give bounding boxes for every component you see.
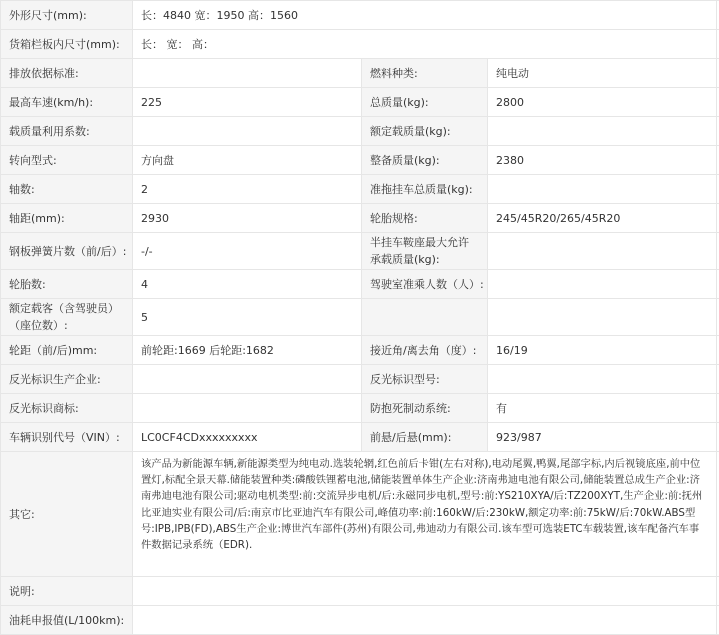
spec-value: 2	[132, 175, 361, 203]
spec-label: 驾驶室准乘人数（人）:	[361, 270, 487, 298]
spec-label: 整备质量(kg):	[361, 146, 487, 174]
spec-value: 前轮距:1669 后轮距:1682	[132, 336, 361, 364]
spec-value: 长： 宽： 高：	[132, 30, 717, 58]
spec-row-fuel-consumption	[0, 606, 719, 635]
spec-label: 燃料种类:	[361, 59, 487, 87]
spec-value	[132, 394, 361, 422]
spec-label: 前悬/后悬(mm):	[361, 423, 487, 451]
spec-label: 说明:	[0, 577, 132, 605]
spec-row-wheelbase	[0, 204, 719, 233]
spec-label: 其它:	[0, 452, 132, 576]
spec-value: 245/45R20/265/45R20	[487, 204, 717, 232]
spec-row-tire-count	[0, 270, 719, 299]
spec-label: 车辆识别代号（VIN）:	[0, 423, 132, 451]
spec-label: 载质量利用系数:	[0, 117, 132, 145]
spec-row-leaf-springs	[0, 233, 719, 270]
spec-value	[132, 606, 717, 634]
spec-value: 长：4840 宽：1950 高：1560	[132, 1, 717, 29]
spec-label: 排放依据标准:	[0, 59, 132, 87]
spec-value: 2800	[487, 88, 717, 116]
spec-row-reflective-maker	[0, 365, 719, 394]
spec-label: 轮胎数:	[0, 270, 132, 298]
spec-value: 16/19	[487, 336, 717, 364]
spec-value	[487, 117, 717, 145]
spec-value: 有	[487, 394, 717, 422]
spec-row-notes	[0, 577, 719, 606]
spec-row-other	[0, 452, 719, 577]
spec-value	[487, 175, 717, 203]
spec-label: 反光标识商标:	[0, 394, 132, 422]
spec-label: 最高车速(km/h):	[0, 88, 132, 116]
spec-label: 接近角/离去角（度）:	[361, 336, 487, 364]
spec-label: 半挂车鞍座最大允许承载质量(kg):	[361, 233, 487, 269]
spec-value: 方向盘	[132, 146, 361, 174]
spec-label: 轴距(mm):	[0, 204, 132, 232]
spec-value: 纯电动	[487, 59, 717, 87]
spec-label: 钢板弹簧片数（前/后）:	[0, 233, 132, 269]
spec-label: 防抱死制动系统:	[361, 394, 487, 422]
spec-value	[487, 299, 717, 335]
spec-value	[487, 233, 717, 269]
spec-value	[487, 270, 717, 298]
spec-value	[132, 59, 361, 87]
spec-value	[487, 365, 717, 393]
spec-row-rated-passengers	[0, 299, 719, 336]
spec-value	[132, 117, 361, 145]
spec-value	[132, 365, 361, 393]
spec-label: 反光标识型号:	[361, 365, 487, 393]
spec-value: 4	[132, 270, 361, 298]
spec-row-vin	[0, 423, 719, 452]
spec-row-emission-standard	[0, 59, 719, 88]
spec-value: -/-	[132, 233, 361, 269]
spec-row-steering	[0, 146, 719, 175]
spec-label: 转向型式:	[0, 146, 132, 174]
spec-label: 外形尺寸(mm):	[0, 1, 132, 29]
spec-value: LC0CF4CDxxxxxxxxx	[132, 423, 361, 451]
spec-label: 轮距（前/后)mm:	[0, 336, 132, 364]
spec-label: 轴数:	[0, 175, 132, 203]
spec-value: 2930	[132, 204, 361, 232]
spec-label: 额定载质量(kg):	[361, 117, 487, 145]
spec-label: 轮胎规格:	[361, 204, 487, 232]
spec-label: 额定载客（含驾驶员）（座位数）:	[0, 299, 132, 335]
spec-label: 货箱栏板内尺寸(mm):	[0, 30, 132, 58]
spec-value: 该产品为新能源车辆,新能源类型为纯电动.选装轮辋,红色前后卡钳(左右对称),电动尾翼,鸭翼,尾部字标,内后视镜底座,前中位置灯,标配全景天幕.储能装置种类:磷酸铁锂蓄电池,储能装置单体生产企业:济南弗迪电池有限公司,储能装置总成生产企业:济南弗迪电池有限公司;驱动电机类型:前:交流异步电机/后:永磁同步电机,型号:前:YS210XYA/后:TZ200XYT,生产企业:前:抚州比亚迪实业有限公司/后:南京市比亚迪汽车有限公司,峰值功率:前:160kW/后:230kW,额定功率:前:75kW/后:70kW.ABS型号:IPB,IPB(FD),ABS生产企业:博世汽车部件(苏州)有限公司,弗迪动力有限公司.该车型可选装ETC车载装置,该车配备汽车事件数据记录系统（EDR).	[132, 452, 717, 576]
spec-label	[361, 299, 487, 335]
spec-value: 225	[132, 88, 361, 116]
spec-label: 反光标识生产企业:	[0, 365, 132, 393]
spec-row-track	[0, 336, 719, 365]
spec-value	[132, 577, 717, 605]
spec-row-load-utilization	[0, 117, 719, 146]
spec-label: 准拖挂车总质量(kg):	[361, 175, 487, 203]
spec-value: 5	[132, 299, 361, 335]
spec-row-dimensions	[0, 1, 719, 30]
spec-row-axles	[0, 175, 719, 204]
spec-row-reflective-brand	[0, 394, 719, 423]
spec-row-cargo-box-dimensions	[0, 30, 719, 59]
spec-value: 923/987	[487, 423, 717, 451]
spec-value: 2380	[487, 146, 717, 174]
spec-label: 总质量(kg):	[361, 88, 487, 116]
spec-row-max-speed	[0, 88, 719, 117]
spec-label: 油耗申报值(L/100km):	[0, 606, 132, 634]
